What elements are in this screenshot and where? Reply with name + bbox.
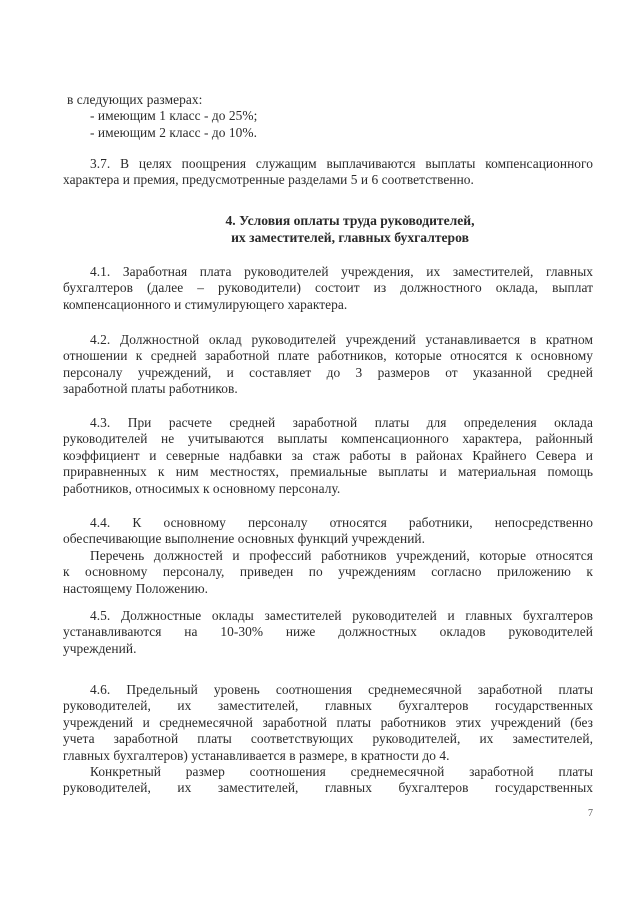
paragraph-line: учреждений и среднемесячной заработной платы работников этих учреждений (без [63,714,593,730]
paragraph-line: руководителей, их заместителей, главных бухгалтеров государственных [63,780,593,796]
paragraph-line: работников, относимых к основному персоналу. [63,480,341,496]
paragraph-line: характера и премия, предусмотренные разделами 5 и 6 соответственно. [63,172,474,188]
paragraph-4-1 [63,264,593,313]
list-item-class-1: - имеющим 1 класс - до 25%; [90,108,258,124]
paragraph-line: 4.3. При расчете средней заработной платы для определения оклада [90,415,593,430]
intro-block [67,92,593,141]
paragraph-line: учреждений. [63,640,137,656]
section-heading [150,213,550,246]
paragraph-line: руководителей не учитываются выплаты компенсационного характера, районный [63,431,593,447]
paragraph-line: руководителей, их заместителей, главных бухгалтеров государственных [63,698,593,714]
paragraph-line: отношении к средней заработной плате работников, которые относятся к основному [63,348,593,364]
paragraph-line: Конкретный размер соотношения среднемесячной заработной платы [90,764,593,780]
paragraph-line: бухгалтеров (далее – руководители) состоит из должностного оклада, выплат [63,280,593,296]
paragraph-line: компенсационного и стимулирующего характера. [63,296,348,312]
paragraph-line: коэффициент и северные надбавки за стаж работы в районах Крайнего Севера и [63,447,593,463]
paragraph-4-4 [63,515,593,597]
intro-line: в следующих размерах: [67,92,203,107]
paragraph-4-2 [63,332,593,398]
paragraph-line: устанавливаются на 10-30% ниже должностных окладов руководителей [63,624,593,640]
paragraph-line: заработной платы работников. [63,381,238,397]
paragraph-4-3 [63,415,593,497]
heading-line-1: 4. Условия оплаты труда руководителей, [225,213,475,228]
paragraph-line: 4.6. Предельный уровень соотношения среднемесячной заработной платы [90,682,593,697]
paragraph-line: 4.4. К основному персоналу относятся работники, непосредственно [90,515,593,530]
paragraph-line: учета заработной платы соответствующих руководителей, их заместителей, [63,731,593,747]
paragraph-line: к основному персоналу, приведен по учреждениям согласно приложению к [63,564,593,580]
paragraph-line: главных бухгалтеров) устанавливается в размере, в кратности до 4. [63,747,450,763]
paragraph-4-5 [63,608,593,657]
paragraph-line: 4.5. Должностные оклады заместителей руководителей и главных бухгалтеров [90,608,593,623]
paragraph-line: обеспечивающие выполнение основных функций учреждений. [63,531,426,547]
list-item-class-2: - имеющим 2 класс - до 10%. [90,124,258,140]
paragraph-4-6 [63,682,593,797]
paragraph-line: приравненных к ним местностях, премиальные выплаты и материальная помощь [63,464,593,480]
paragraph-line: 3.7. В целях поощрения служащим выплачиваются выплаты компенсационного [90,156,593,171]
paragraph-line: настоящему Положению. [63,580,209,596]
paragraph-line: Перечень должностей и профессий работников учреждений, которые относятся [90,547,593,563]
heading-line-2: их заместителей, главных бухгалтеров [231,229,469,245]
paragraph-line: персоналу учреждений, и составляет до 3 размеров от указанной средней [63,364,593,380]
page-number: 7 [588,808,593,819]
paragraph-3-7 [63,156,593,189]
paragraph-line: 4.1. Заработная плата руководителей учреждения, их заместителей, главных [90,264,593,279]
paragraph-line: 4.2. Должностной оклад руководителей учреждений устанавливается в кратном [90,332,593,347]
